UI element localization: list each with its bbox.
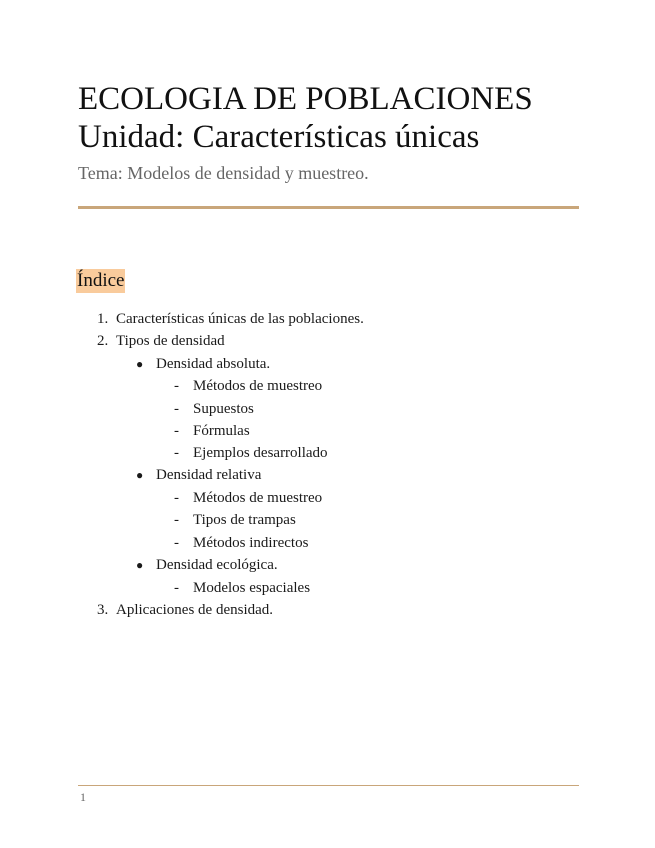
title-line-2: Unidad: Características únicas xyxy=(78,119,480,155)
toc-subitem-text: Densidad absoluta. xyxy=(156,356,271,372)
toc-subitem-text: Densidad relativa xyxy=(156,467,262,483)
toc-subitem-text: Densidad ecológica. xyxy=(156,557,278,573)
dash-icon: - xyxy=(174,401,179,417)
toc-subsubitem-text: Métodos de muestreo xyxy=(193,490,323,506)
footer-divider xyxy=(78,785,579,786)
toc-subsubitem-text: Ejemplos desarrollado xyxy=(193,445,328,461)
bullet-icon: ● xyxy=(136,468,144,482)
dash-icon: - xyxy=(174,490,179,506)
dash-icon: - xyxy=(174,535,179,551)
list-number: 2. xyxy=(97,333,109,349)
toc-subsubitem-text: Tipos de trampas xyxy=(193,512,296,528)
title-line-1: ECOLOGIA DE POBLACIONES xyxy=(78,81,533,117)
toc-subsubitem-text: Métodos de muestreo xyxy=(193,378,323,394)
bullet-icon: ● xyxy=(136,558,144,572)
document-subtitle: Tema: Modelos de densidad y muestreo. xyxy=(78,163,369,183)
dash-icon: - xyxy=(174,423,179,439)
bullet-icon: ● xyxy=(136,357,144,371)
toc-subsubitem-text: Métodos indirectos xyxy=(193,535,309,551)
dash-icon: - xyxy=(174,580,179,596)
dash-icon: - xyxy=(174,445,179,461)
list-number: 1. xyxy=(97,311,109,327)
toc-subsubitem-text: Fórmulas xyxy=(193,423,250,439)
dash-icon: - xyxy=(174,512,179,528)
toc-subsubitem-text: Supuestos xyxy=(193,401,254,417)
toc-item-text: Aplicaciones de densidad. xyxy=(116,602,274,618)
toc-subsubitem-text: Modelos espaciales xyxy=(193,580,311,596)
page-number: 1 xyxy=(80,790,86,804)
document-title xyxy=(78,80,533,156)
index-heading: Índice xyxy=(77,270,125,291)
list-number: 3. xyxy=(97,602,109,618)
dash-icon: - xyxy=(174,378,179,394)
toc-item-text: Tipos de densidad xyxy=(116,333,225,349)
top-divider xyxy=(78,206,579,209)
toc-item-text: Características únicas de las poblaciones. xyxy=(116,311,364,327)
